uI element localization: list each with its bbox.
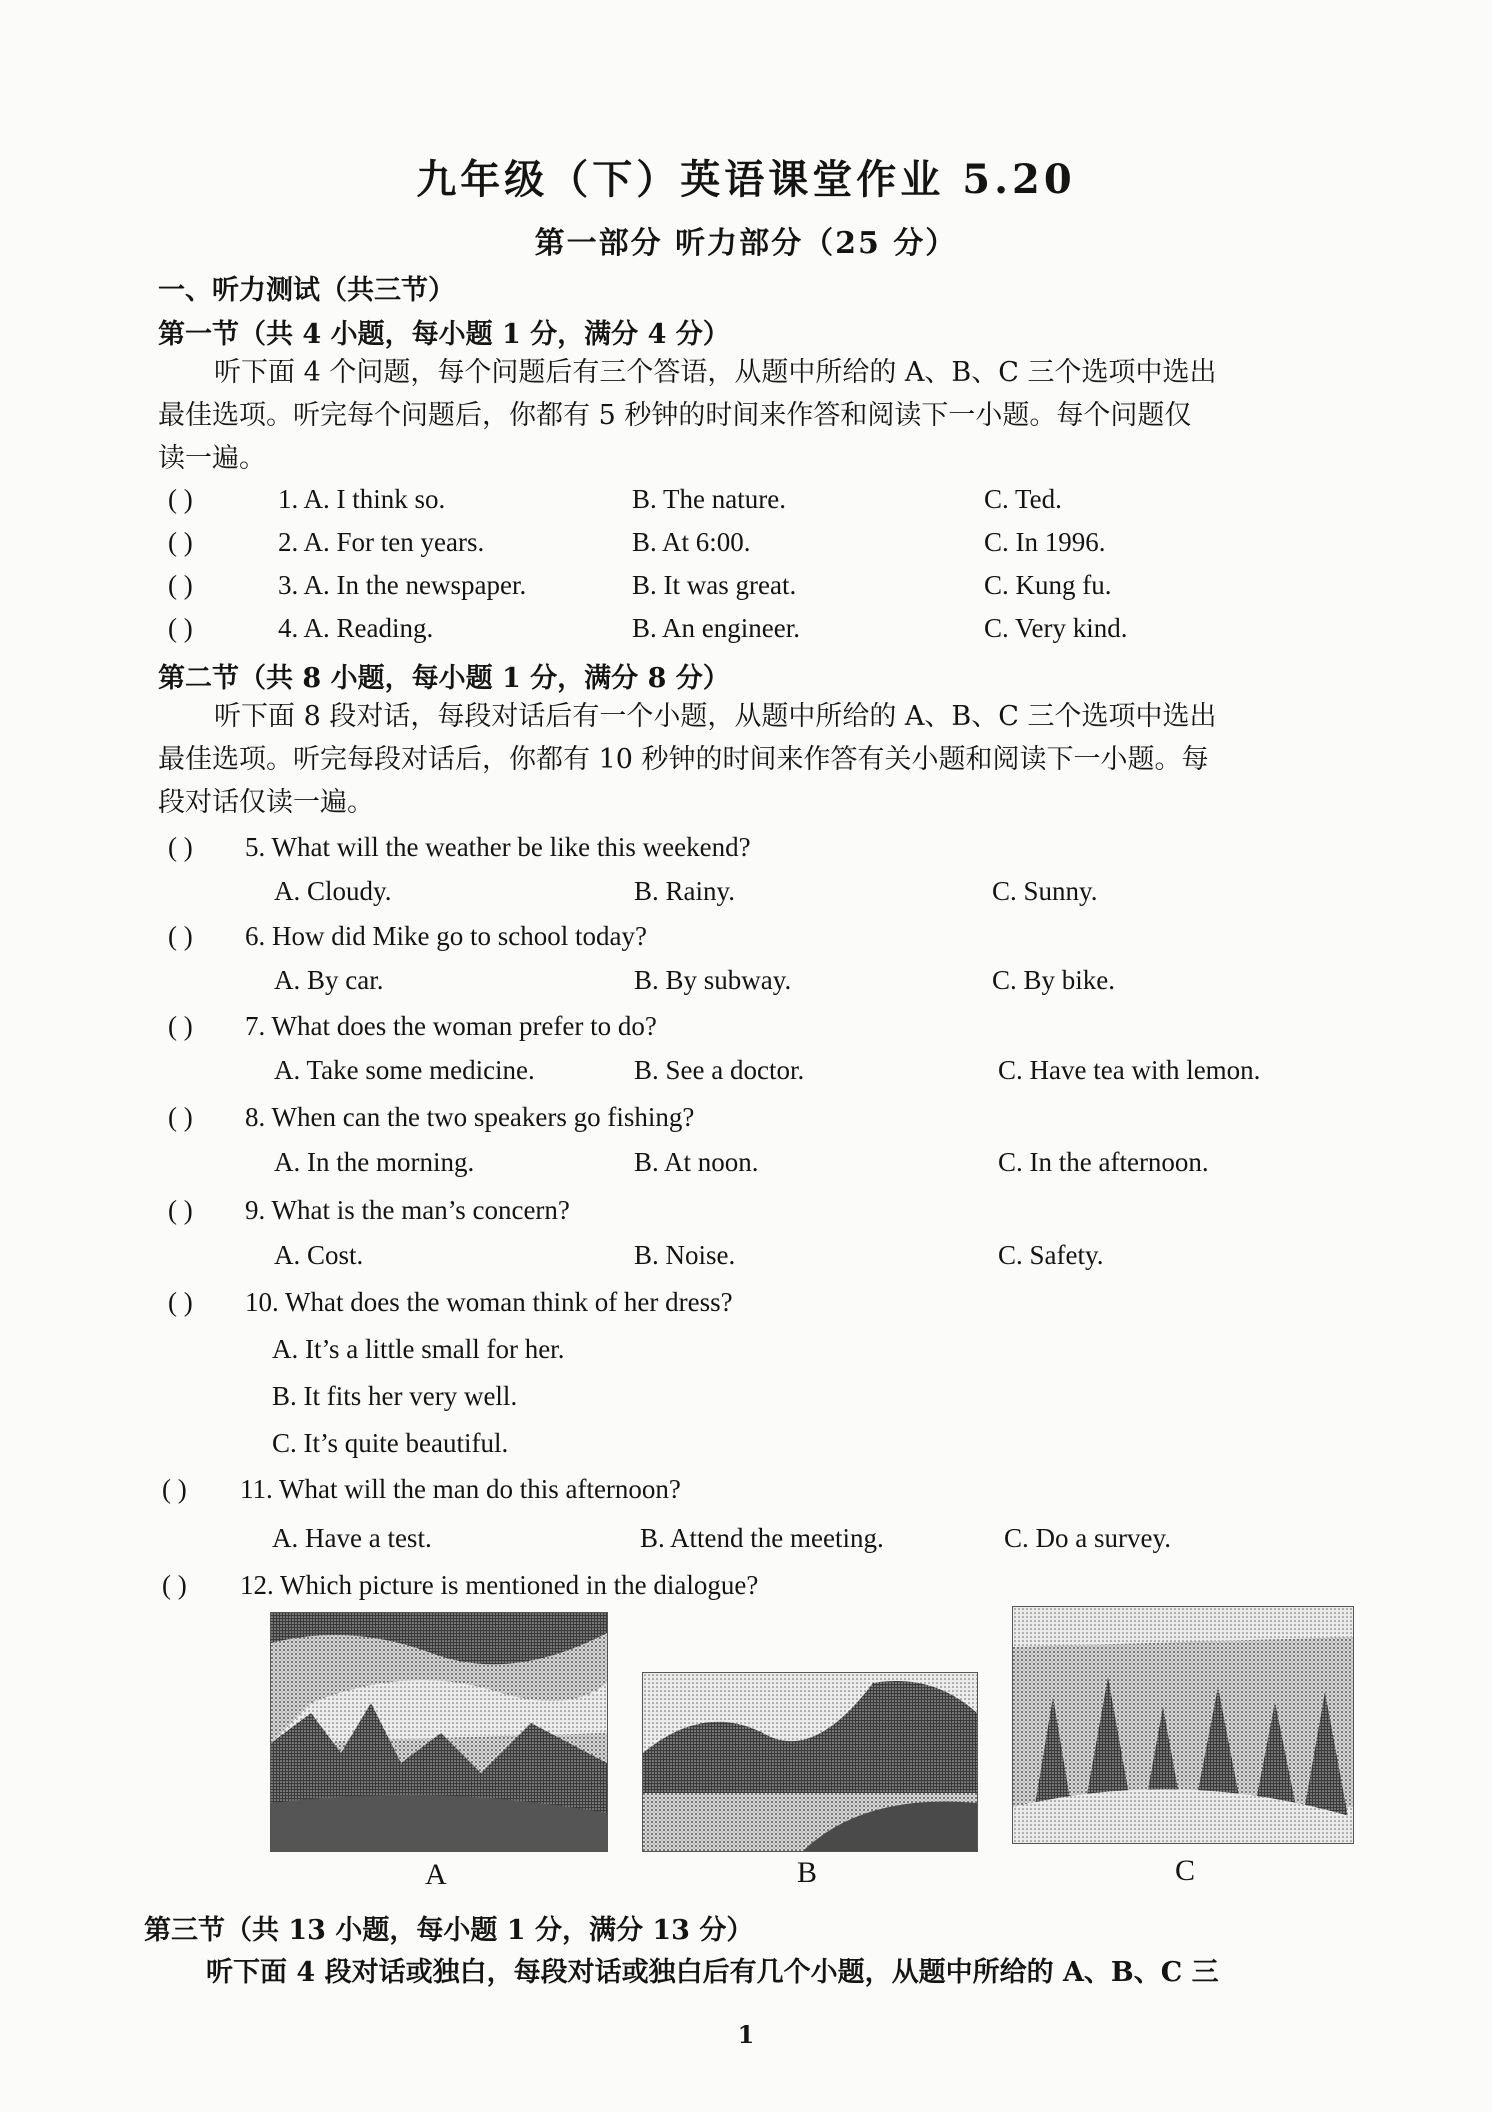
q10-option-c: C. It’s quite beautiful.	[272, 1428, 509, 1458]
q2-number-option-a	[278, 527, 484, 558]
q11-option-a: A. Have a test.	[272, 1523, 432, 1553]
q5-option-a: A. Cloudy.	[274, 876, 392, 906]
q2-option-b: B. At 6:00.	[632, 527, 751, 557]
q9-option-c: C. Safety.	[998, 1240, 1104, 1270]
s1-instruction-line2: 最佳选项。听完每个问题后，你都有 5 秒钟的时间来作答和阅读下一小题。每个问题仅	[158, 400, 1192, 431]
picture-c-label: C	[1175, 1854, 1196, 1887]
answer-bracket[interactable]: ( )	[168, 1011, 193, 1041]
option-a: A. In the newspaper.	[303, 570, 527, 600]
q6-question: 6. How did Mike go to school today?	[245, 921, 647, 951]
part-title: 第一部分 听力部分（25 分）	[534, 226, 958, 261]
q4-option-c: C. Very kind.	[984, 613, 1128, 643]
q4-option-b: B. An engineer.	[632, 613, 800, 643]
q10-question: 10. What does the woman think of her dress?	[245, 1287, 733, 1317]
q8-question: 8. When can the two speakers go fishing?	[245, 1102, 695, 1132]
picture-a-mountain-lake[interactable]	[270, 1612, 608, 1852]
q8-option-c: C. In the afternoon.	[998, 1147, 1209, 1177]
option-a: A. Reading.	[303, 613, 434, 643]
q-number: 2.	[278, 527, 299, 557]
answer-bracket[interactable]: ( )	[168, 527, 193, 557]
s2-instruction-line1: 听下面 8 段对话，每段对话后有一个小题，从题中所给的 A、B、C 三个选项中选出	[214, 701, 1217, 732]
q-number: 3.	[278, 570, 299, 600]
picture-a-label: A	[425, 1858, 447, 1891]
s2-heading: 第二节（共 8 小题，每小题 1 分，满分 8 分）	[158, 663, 730, 694]
q11-option-b: B. Attend the meeting.	[640, 1523, 884, 1553]
q8-option-b: B. At noon.	[634, 1147, 759, 1177]
q5-question: 5. What will the weather be like this weekend?	[245, 832, 751, 862]
q3-option-b: B. It was great.	[632, 570, 797, 600]
q8-option-a: A. In the morning.	[274, 1147, 475, 1177]
q1-option-c: C. Ted.	[984, 484, 1062, 514]
answer-bracket[interactable]: ( )	[162, 1474, 187, 1504]
s1-heading: 第一节（共 4 小题，每小题 1 分，满分 4 分）	[158, 319, 730, 350]
answer-bracket[interactable]: ( )	[168, 1195, 193, 1225]
q6-option-a: A. By car.	[274, 965, 384, 995]
page-number: 1	[737, 2020, 755, 2049]
s3-heading: 第三节（共 13 小题，每小题 1 分，满分 13 分）	[144, 1915, 754, 1946]
q2-option-c: C. In 1996.	[984, 527, 1106, 557]
q3-number-option-a	[278, 570, 526, 601]
s2-instruction-line3: 段对话仅读一遍。	[158, 787, 374, 818]
q12-question: 12. Which picture is mentioned in the dialogue?	[240, 1570, 759, 1600]
q11-option-c: C. Do a survey.	[1004, 1523, 1171, 1553]
option-a: A. For ten years.	[303, 527, 485, 557]
q3-option-c: C. Kung fu.	[984, 570, 1112, 600]
q9-question: 9. What is the man’s concern?	[245, 1195, 570, 1225]
q5-option-c: C. Sunny.	[992, 876, 1098, 906]
s1-instruction-line3: 读一遍。	[158, 443, 266, 474]
picture-b-hills-water[interactable]	[642, 1672, 978, 1852]
answer-bracket[interactable]: ( )	[162, 1570, 187, 1600]
q9-option-b: B. Noise.	[634, 1240, 736, 1270]
q10-option-b: B. It fits her very well.	[272, 1381, 518, 1411]
answer-bracket[interactable]: ( )	[168, 1287, 193, 1317]
q1-number-option-a	[278, 484, 445, 515]
picture-b-label: B	[797, 1856, 818, 1889]
answer-bracket[interactable]: ( )	[168, 484, 193, 514]
option-a: A. I think so.	[303, 484, 446, 514]
q1-option-b: B. The nature.	[632, 484, 786, 514]
section-heading: 一、听力测试（共三节）	[158, 275, 455, 306]
q7-option-c: C. Have tea with lemon.	[998, 1055, 1261, 1085]
q6-option-b: B. By subway.	[634, 965, 792, 995]
s1-instruction-line1: 听下面 4 个问题，每个问题后有三个答语，从题中所给的 A、B、C 三个选项中选出	[214, 357, 1217, 388]
answer-bracket[interactable]: ( )	[168, 613, 193, 643]
q7-option-b: B. See a doctor.	[634, 1055, 805, 1085]
q4-number-option-a	[278, 613, 433, 644]
q-number: 4.	[278, 613, 299, 643]
q5-option-b: B. Rainy.	[634, 876, 735, 906]
s2-instruction-line2: 最佳选项。听完每段对话后，你都有 10 秒钟的时间来作答有关小题和阅读下一小题。每	[158, 744, 1209, 775]
q11-question: 11. What will the man do this afternoon?	[240, 1474, 681, 1504]
answer-bracket[interactable]: ( )	[168, 832, 193, 862]
answer-bracket[interactable]: ( )	[168, 570, 193, 600]
answer-bracket[interactable]: ( )	[168, 921, 193, 951]
answer-bracket[interactable]: ( )	[168, 1102, 193, 1132]
q10-option-a: A. It’s a little small for her.	[272, 1334, 565, 1364]
picture-c-forest[interactable]	[1012, 1606, 1354, 1844]
q7-option-a: A. Take some medicine.	[274, 1055, 535, 1085]
q7-question: 7. What does the woman prefer to do?	[245, 1011, 657, 1041]
q9-option-a: A. Cost.	[274, 1240, 364, 1270]
page-title: 九年级（下）英语课堂作业 5.20	[416, 156, 1076, 203]
s3-instruction: 听下面 4 段对话或独白，每段对话或独白后有几个小题，从题中所给的 A、B、C 三	[206, 1957, 1219, 1988]
q6-option-c: C. By bike.	[992, 965, 1116, 995]
q-number: 1.	[278, 484, 299, 514]
